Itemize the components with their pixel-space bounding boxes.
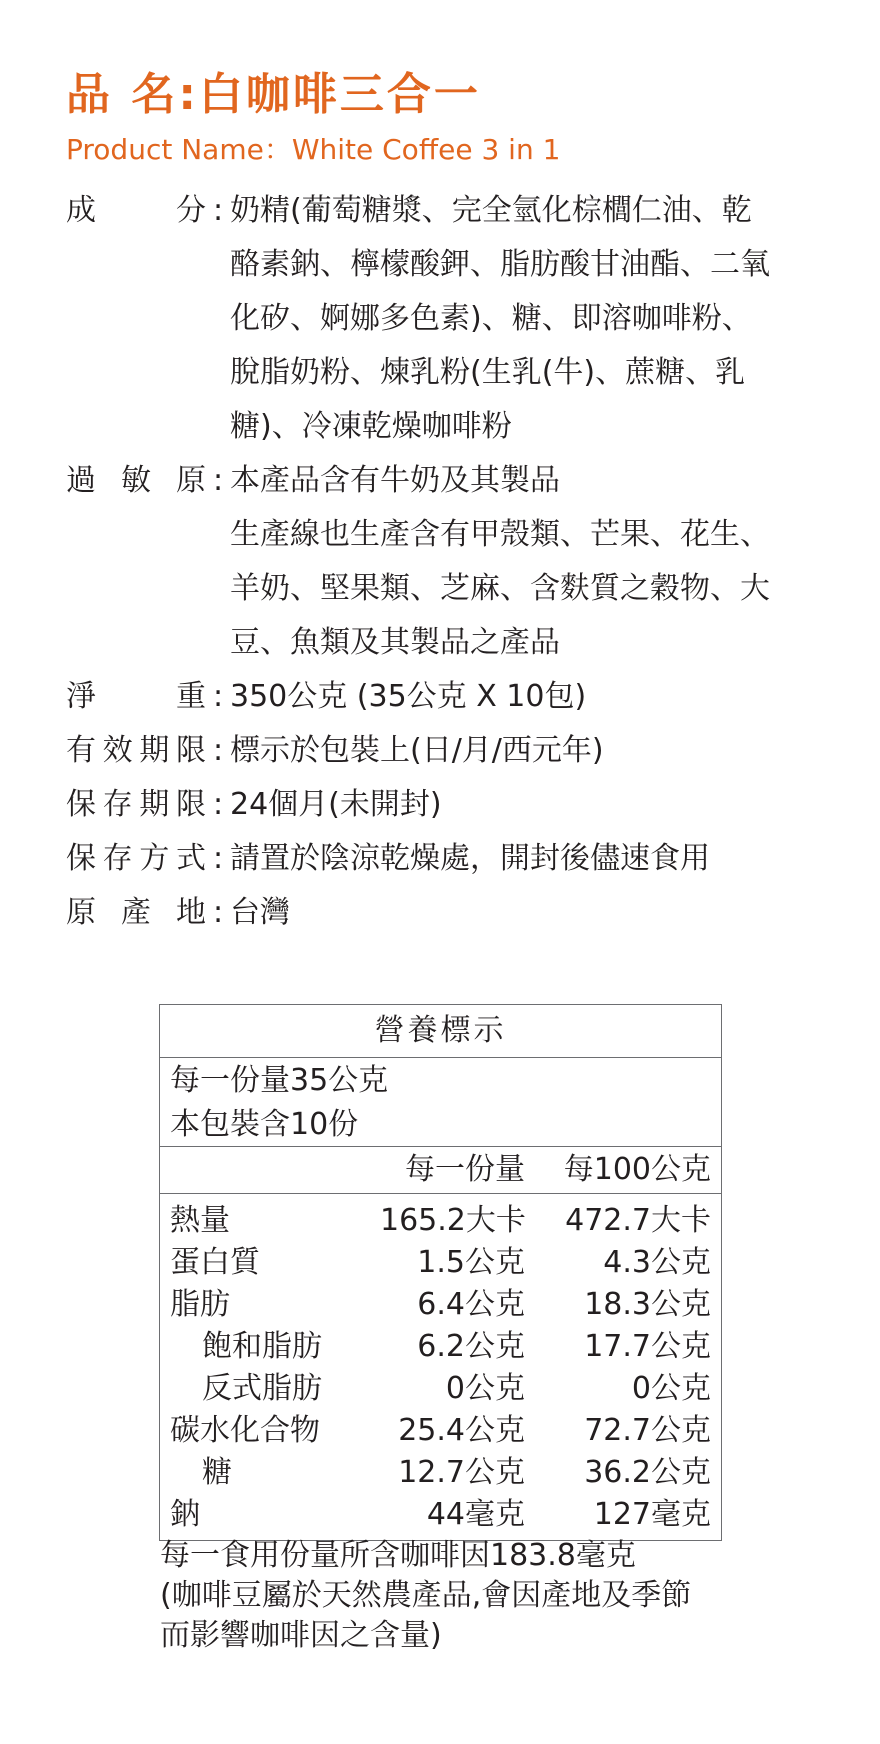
- spec-label: [66, 670, 206, 724]
- spec-value: [230, 670, 826, 724]
- spec-label-char: 存: [102, 841, 133, 876]
- spec-value-line: 生產線也生產含有甲殼類、芒果、花生、: [230, 517, 770, 552]
- spec-label: [66, 832, 206, 886]
- header-per-serving: 每一份量: [405, 1152, 525, 1187]
- spec-label-char: 過: [66, 463, 96, 498]
- nutrition-row: [160, 1494, 721, 1536]
- spec-colon: :: [212, 787, 224, 822]
- spec-label: [66, 454, 206, 508]
- header-spacer: [160, 1147, 380, 1193]
- nutrition-row: [160, 1452, 721, 1494]
- spec-value-line: 羊奶、堅果類、芝麻、含麩質之穀物、大: [230, 571, 770, 606]
- nutrition-row: [160, 1368, 721, 1410]
- product-name-zh: 品 名:白咖啡三合一: [66, 69, 481, 120]
- nutrition-header-row: [160, 1147, 721, 1194]
- product-name-en: Product Name：White Coffee 3 in 1: [66, 133, 561, 166]
- nutrient-name: 碳水化合物: [170, 1413, 320, 1448]
- caffeine-note-line: 每一食用份量所含咖啡因183.8毫克: [160, 1538, 636, 1573]
- spec-value-line: 豆、魚類及其製品之產品: [230, 625, 560, 660]
- serving-size: 每一份量35公克: [170, 1063, 389, 1098]
- nutrient-per-serving: 1.5公克: [417, 1245, 525, 1280]
- nutrient-per-100g: 0公克: [631, 1371, 711, 1406]
- spec-colon: :: [212, 841, 224, 876]
- spec-label: [66, 724, 206, 778]
- nutrient-per-100g: 4.3公克: [603, 1245, 711, 1280]
- spec-colon: :: [212, 193, 224, 228]
- nutrient-per-serving: 25.4公克: [398, 1413, 525, 1448]
- nutrition-row: [160, 1326, 721, 1368]
- spec-value-line: 24個月(未開封): [230, 787, 442, 822]
- spec-value: [230, 832, 826, 886]
- spec-label-char: 原: [66, 895, 96, 930]
- servings-per-package: 本包裝含10份: [170, 1107, 359, 1142]
- spec-colon: :: [212, 733, 224, 768]
- spec-row: [66, 886, 826, 940]
- spec-label-char: 重: [176, 679, 206, 714]
- nutrient-per-serving: 6.2公克: [417, 1329, 525, 1364]
- spec-row: [66, 454, 826, 670]
- spec-value-line: 本產品含有牛奶及其製品: [230, 463, 560, 498]
- spec-value-line: 標示於包裝上(日/月/西元年): [230, 733, 604, 768]
- spec-colon: :: [212, 679, 224, 714]
- spec-label-char: 存: [102, 787, 133, 822]
- spec-label-char: 原: [176, 463, 206, 498]
- spec-label-char: 有: [66, 733, 96, 768]
- nutrient-per-serving: 165.2大卡: [380, 1203, 526, 1238]
- spec-row: [66, 670, 826, 724]
- spec-row: [66, 184, 826, 454]
- spec-row: [66, 724, 826, 778]
- nutrition-facts-table: [159, 1004, 722, 1541]
- spec-label-char: 保: [66, 841, 96, 876]
- spec-label-char: 淨: [66, 679, 96, 714]
- spec-label-char: 保: [66, 787, 96, 822]
- spec-label-char: 產: [121, 895, 151, 930]
- spec-value-line: 350公克 (35公克 X 10包): [230, 679, 587, 714]
- nutrition-row: [160, 1242, 721, 1284]
- nutrient-name: 熱量: [170, 1203, 230, 1238]
- nutrient-name: 蛋白質: [170, 1245, 260, 1280]
- spec-value: [230, 778, 826, 832]
- spec-value: [230, 454, 826, 670]
- spec-value-line: 酪素鈉、檸檬酸鉀、脂肪酸甘油酯、二氧: [230, 247, 770, 282]
- nutrient-per-serving: 6.4公克: [417, 1287, 525, 1322]
- nutrient-per-100g: 17.7公克: [584, 1329, 711, 1364]
- spec-value: [230, 184, 826, 454]
- spec-label: [66, 184, 206, 238]
- spec-value: [230, 724, 826, 778]
- nutrient-per-100g: 36.2公克: [584, 1455, 711, 1490]
- caffeine-note: [160, 1536, 780, 1656]
- spec-row: [66, 778, 826, 832]
- nutrition-row: [160, 1200, 721, 1242]
- spec-label-char: 限: [175, 787, 206, 822]
- product-spec-list: [66, 184, 826, 940]
- spec-label-char: 方: [139, 841, 170, 876]
- spec-value-line: 脫脂奶粉、煉乳粉(生乳(牛)、蔗糖、乳: [230, 355, 746, 390]
- nutrient-name: 反式脂肪: [202, 1371, 322, 1406]
- spec-value-line: 奶精(葡萄糖漿、完全氫化棕櫚仁油、乾: [230, 193, 752, 228]
- spec-label-char: 地: [176, 895, 206, 930]
- nutrient-per-100g: 72.7公克: [584, 1413, 711, 1448]
- spec-label-char: 分: [176, 193, 206, 228]
- spec-value-line: 請置於陰涼乾燥處，開封後儘速食用: [230, 841, 710, 876]
- nutrition-title: 營養標示: [160, 1005, 721, 1058]
- caffeine-note-line: 而影響咖啡因之含量): [160, 1618, 442, 1653]
- nutrient-per-100g: 472.7大卡: [565, 1203, 711, 1238]
- spec-label: [66, 778, 206, 832]
- spec-label-char: 期: [139, 733, 170, 768]
- caffeine-note-line: (咖啡豆屬於天然農產品,會因產地及季節: [160, 1578, 692, 1613]
- nutrient-per-serving: 44毫克: [426, 1497, 525, 1532]
- header-per-100g: 每100公克: [563, 1152, 711, 1187]
- spec-row: [66, 832, 826, 886]
- spec-value-line: 糖)、冷凍乾燥咖啡粉: [230, 409, 512, 444]
- spec-label-char: 限: [175, 733, 206, 768]
- nutrition-rows: [160, 1194, 721, 1540]
- spec-value-line: 台灣: [230, 895, 290, 930]
- spec-value: [230, 886, 826, 940]
- nutrient-per-serving: 12.7公克: [398, 1455, 525, 1490]
- nutrition-row: [160, 1410, 721, 1452]
- spec-label-char: 成: [66, 193, 96, 228]
- nutrient-per-100g: 18.3公克: [584, 1287, 711, 1322]
- nutrition-row: [160, 1284, 721, 1326]
- spec-label: [66, 886, 206, 940]
- spec-value-line: 化矽、婀娜多色素)、糖、即溶咖啡粉、: [230, 301, 752, 336]
- spec-label-char: 式: [175, 841, 206, 876]
- spec-colon: :: [212, 895, 224, 930]
- nutrient-name: 飽和脂肪: [202, 1329, 322, 1364]
- nutrient-per-serving: 0公克: [445, 1371, 525, 1406]
- spec-colon: :: [212, 463, 224, 498]
- nutrient-name: 糖: [202, 1455, 232, 1490]
- spec-label-char: 敏: [121, 463, 151, 498]
- spec-label-char: 效: [102, 733, 133, 768]
- spec-label-char: 期: [139, 787, 170, 822]
- nutrient-name: 鈉: [170, 1497, 200, 1532]
- nutrient-per-100g: 127毫克: [593, 1497, 711, 1532]
- serving-info: [160, 1058, 721, 1147]
- nutrient-name: 脂肪: [170, 1287, 230, 1322]
